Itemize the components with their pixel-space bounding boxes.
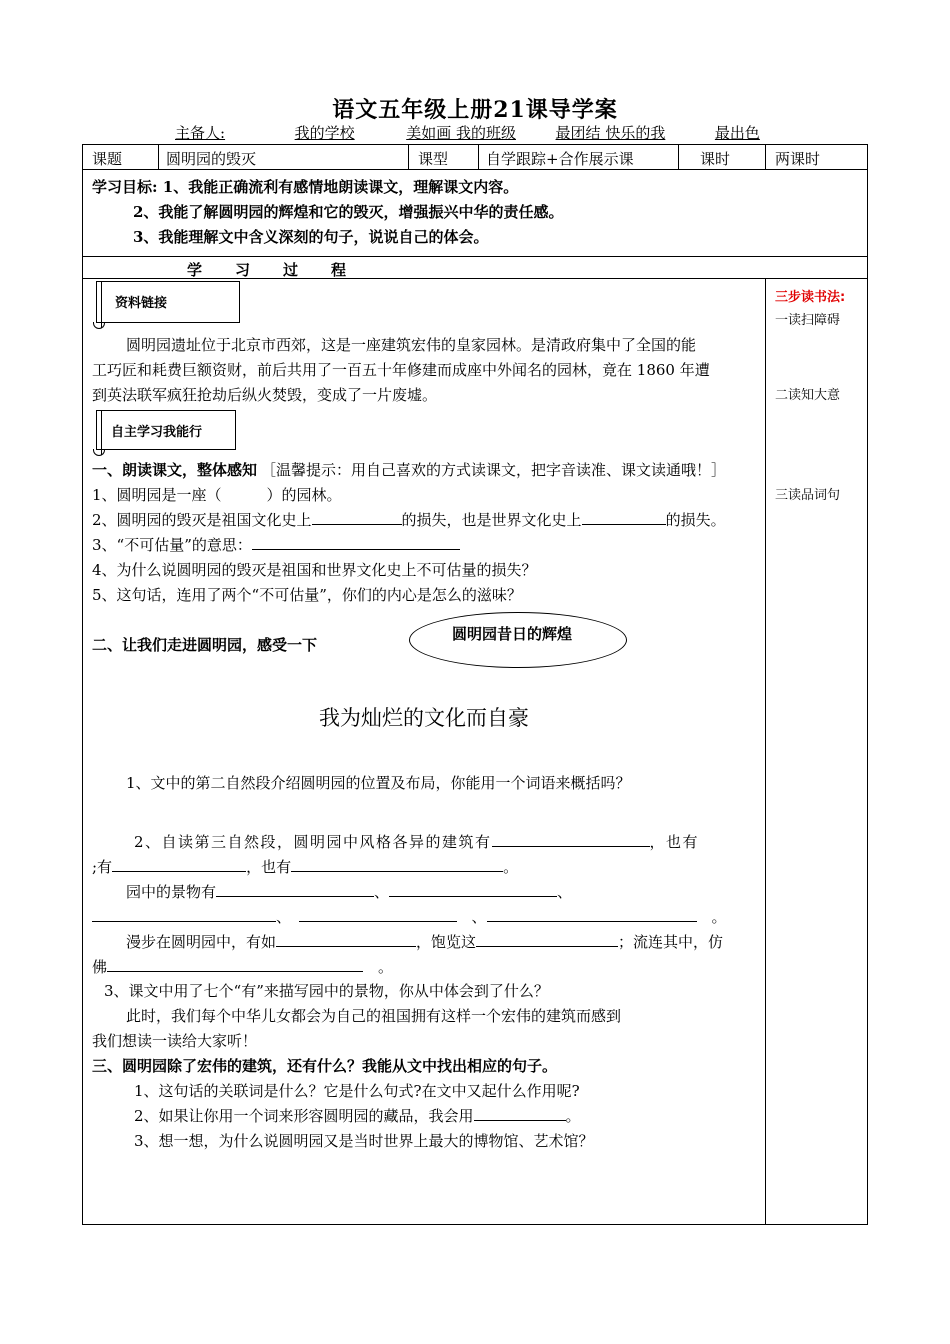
walk-blank-3[interactable] xyxy=(107,956,363,972)
self-study-box xyxy=(96,410,236,450)
type-value: 自学跟踪+合作展示课 xyxy=(486,150,634,168)
three-q2 xyxy=(134,1105,581,1126)
self-q2-part-c: 的损失。 xyxy=(665,511,726,529)
goal-1: 学习目标: 1、我能正确流利有感情地朗读课文，理解课文内容。 xyxy=(92,178,519,196)
scenery-blank-4[interactable] xyxy=(299,906,457,922)
type-label: 课型 xyxy=(418,150,449,168)
self-q3-text: 3、“不可估量”的意思： xyxy=(92,536,252,554)
walk-line-2: 佛 。 xyxy=(92,958,394,976)
goal-2: 2、我能了解圆明园的辉煌和它的毁灭，增强振兴中华的责任感。 xyxy=(133,203,564,221)
side-step-2: 二读知大意 xyxy=(775,388,841,403)
two-q2-part-b: ，也有 xyxy=(649,833,700,851)
self-q2-part-b: 的损失，也是世界文化史上 xyxy=(401,511,582,529)
preparer-label: 主备人: xyxy=(175,124,226,142)
walk-part-b: ，饱览这 xyxy=(416,933,477,951)
self-study-box-label: 自主学习我能行 xyxy=(111,425,203,440)
two-q2-part-e: 。 xyxy=(503,858,519,876)
glory-oval xyxy=(409,612,627,668)
section-one-line xyxy=(92,459,726,480)
hours-label: 课时 xyxy=(700,150,731,168)
self-q2 xyxy=(92,509,726,530)
self-q5: 5、这句话，连用了两个“不可估量”，你们的内心是怎么的滋味？ xyxy=(92,586,522,604)
glory-oval-text: 圆明园昔日的辉煌 xyxy=(452,625,573,643)
scenery-text: 园中的景物有 xyxy=(126,883,217,901)
self-q3 xyxy=(92,534,460,555)
walk-line-1 xyxy=(126,931,723,952)
three-q2-part-b: 。 xyxy=(565,1107,581,1125)
resource-line-2: 工巧匠和耗费巨额资财，前后共用了一百五十年修建而成座中外闻名的园林，竟在 1860 年遭 xyxy=(92,361,710,379)
proud-heading: 我为灿烂的文化而自豪 xyxy=(319,706,529,730)
section-one-heading: 一、朗读课文，整体感知 xyxy=(92,461,258,479)
topic-label: 课题 xyxy=(92,150,123,168)
walk-part-c: ；流连其中，仿 xyxy=(618,933,724,951)
section-three-heading: 三、圆明园除了宏伟的建筑，还有什么？我能从文中找出相应的句子。 xyxy=(92,1057,558,1075)
goal-3: 3、我能理解文中含义深刻的句子，说说自己的体会。 xyxy=(133,228,489,246)
motto-2: 最团结 快乐的我 xyxy=(555,124,666,142)
self-q1: 1、圆明园是一座（ ）的园林。 xyxy=(92,486,342,504)
side-notes-title: 三步读书法: xyxy=(775,290,846,305)
scenery-line-2: 、 、 。 xyxy=(92,906,727,927)
motto-3: 最出色 xyxy=(714,124,760,142)
scenery-blank-3[interactable] xyxy=(92,906,276,922)
scenery-blank-1[interactable] xyxy=(216,881,374,897)
two-read: 我们想读一读给大家听！ xyxy=(92,1032,258,1050)
resource-line-3: 到英法联军疯狂抢劫后纵火焚毁，变成了一片废墟。 xyxy=(92,386,438,404)
two-q2-part-d: ，也有 xyxy=(246,858,292,876)
three-q2-part-a: 2、如果让你用一个词来形容圆明园的藏品，我会用 xyxy=(134,1107,474,1125)
two-q2-line-2 xyxy=(92,856,518,877)
scenery-line-1: 园中的景物有 、 、 xyxy=(126,883,573,901)
two-q2-blank-3[interactable] xyxy=(291,856,503,872)
resource-box xyxy=(96,281,240,323)
side-step-3: 三读品词句 xyxy=(775,488,841,503)
two-q2-part-c: ;有 xyxy=(92,858,113,876)
walk-blank-2[interactable] xyxy=(476,931,618,947)
side-step-1: 一读扫障碍 xyxy=(775,313,841,328)
two-q2-line-1 xyxy=(134,831,699,852)
subtitle xyxy=(175,122,760,143)
resource-box-label: 资料链接 xyxy=(115,296,168,311)
scenery-blank-5[interactable] xyxy=(487,906,697,922)
topic-value: 圆明园的毁灭 xyxy=(166,150,257,168)
resource-line-1: 圆明园遗址位于北京市西郊，这是一座建筑宏伟的皇家园林。是清政府集中了全国的能 xyxy=(126,336,697,354)
section-two-heading: 二、让我们走进圆明园，感受一下 xyxy=(92,636,318,654)
motto-1: 美如画 我的班级 xyxy=(406,124,516,142)
walk-part-d: 佛 xyxy=(92,958,108,976)
section-one-hint: ［温馨提示：用自己喜欢的方式读课文，把字音读准、课文读通哦！］ xyxy=(261,461,727,479)
self-q2-blank-2[interactable] xyxy=(582,509,666,525)
two-q2-blank-2[interactable] xyxy=(112,856,246,872)
process-heading: 学 习 过 程 xyxy=(187,261,348,279)
walk-part-a: 漫步在圆明园中，有如 xyxy=(126,933,277,951)
school-text: 我的学校 xyxy=(294,124,355,142)
self-q2-blank-1[interactable] xyxy=(312,509,402,525)
scenery-blank-2[interactable] xyxy=(389,881,557,897)
three-q3: 3、想一想，为什么说圆明园又是当时世界上最大的博物馆、艺术馆？ xyxy=(134,1132,594,1150)
three-q1: 1、这句话的关联词是什么？它是什么句式?在文中又起什么作用呢? xyxy=(134,1082,580,1100)
three-q2-blank[interactable] xyxy=(474,1105,566,1121)
self-q4: 4、为什么说圆明园的毁灭是祖国和世界文化史上不可估量的损失？ xyxy=(92,561,537,579)
page-title: 语文五年级上册21课导学案 xyxy=(332,97,618,123)
two-q1: 1、文中的第二自然段介绍圆明园的位置及布局，你能用一个词语来概括吗？ xyxy=(126,774,631,792)
two-q2-part-a: 2、自读第三自然段，圆明园中风格各异的建筑有 xyxy=(134,833,492,851)
two-q3: 3、课文中用了七个“有”来描写园中的景物，你从中体会到了什么？ xyxy=(104,982,549,1000)
self-q3-blank[interactable] xyxy=(252,534,460,550)
self-q2-part-a: 2、圆明园的毁灭是祖国文化史上 xyxy=(92,511,312,529)
two-now: 此时，我们每个中华儿女都会为自己的祖国拥有这样一个宏伟的建筑而感到 xyxy=(126,1007,622,1025)
two-q2-blank-1[interactable] xyxy=(492,831,650,847)
walk-blank-1[interactable] xyxy=(276,931,416,947)
hours-value: 两课时 xyxy=(775,150,821,168)
